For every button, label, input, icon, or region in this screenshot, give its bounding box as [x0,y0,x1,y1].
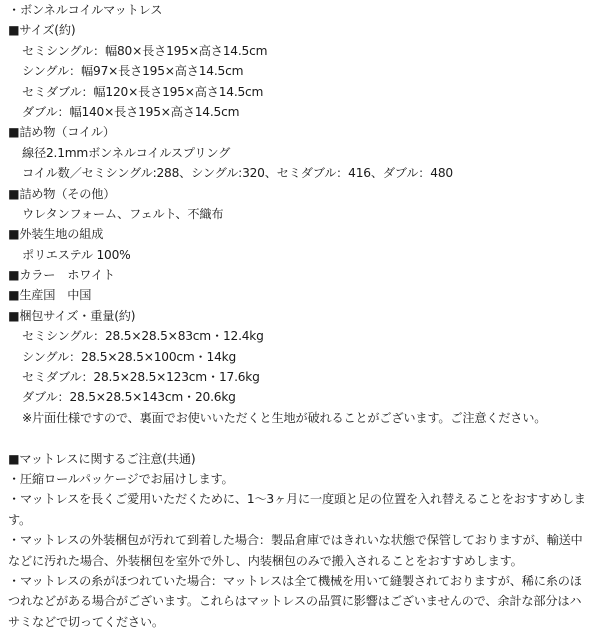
size-double: ダブル：幅140×長さ195×高さ14.5cm [22,104,240,119]
fabric-heading: ■外装生地の組成 [8,227,104,242]
package-heading: ■梱包サイズ・重量(約) [8,308,136,323]
size-semi-double: セミダブル：幅120×長さ195×高さ14.5cm [22,84,264,99]
size-single: シングル：幅97×長さ195×高さ14.5cm [22,64,244,79]
filling-other-heading: ■詰め物（その他） [8,186,116,201]
origin-line: ■生産国 中国 [8,288,92,303]
size-heading: ■サイズ(約) [8,23,76,38]
filling-coil-heading: ■詰め物（コイル） [8,125,115,140]
note-item: ・マットレスの外装梱包が汚れて到着した場合：製品倉庫ではきれいな状態で保管しておりますが、輸送中などに汚れた場合、外装梱包を室外で外し、内装梱包のみで搬入されることをおすすめします。 [8,533,583,568]
package-semi-double: セミダブル：28.5×28.5×123cm・17.6kg [22,370,260,385]
filling-other-line: ウレタンフォーム、フェルト、不織布 [22,206,224,221]
note-item: ・圧縮ロールパッケージでお届けします。 [8,471,234,486]
spec-section [8,0,592,428]
notes-heading: ■マットレスに関するご注意(共通) [8,451,196,466]
color-line: ■カラー ホワイト [8,268,115,283]
note-item: ・マットレスを長くご愛用いただくために、1～3ヶ月に一度頭と足の位置を入れ替えることをおすすめします。 [8,492,586,527]
fabric-line: ポリエステル 100% [22,247,131,262]
package-semi-single: セミシングル：28.5×28.5×83cm・12.4kg [22,329,264,344]
product-type-line: ・ボンネルコイルマットレス [8,3,163,17]
package-note: ※片面仕様ですので、裏面でお使いいただくと生地が破れることがございます。ご注意ください。 [22,410,547,425]
package-double: ダブル：28.5×28.5×143cm・20.6kg [22,390,236,405]
package-single: シングル：28.5×28.5×100cm・14kg [22,349,237,364]
note-item: ・マットレスの糸がほつれていた場合：マットレスは全て機械を用いて縫製されておりますが、稀に糸のほつれなどがある場合がございます。これらはマットレスの品質に影響はございませんので、余計な部分はハサミなどで切ってください。 [8,574,582,629]
coil-wire-line: 線径2.1mmボンネルコイルスプリング [22,145,231,160]
size-semi-single: セミシングル：幅80×長さ195×高さ14.5cm [22,43,268,58]
section-spacer [8,428,592,448]
coil-count-line: コイル数／セミシングル:288、シングル:320、セミダブル：416、ダブル：480 [22,166,453,181]
notes-section [8,449,592,633]
